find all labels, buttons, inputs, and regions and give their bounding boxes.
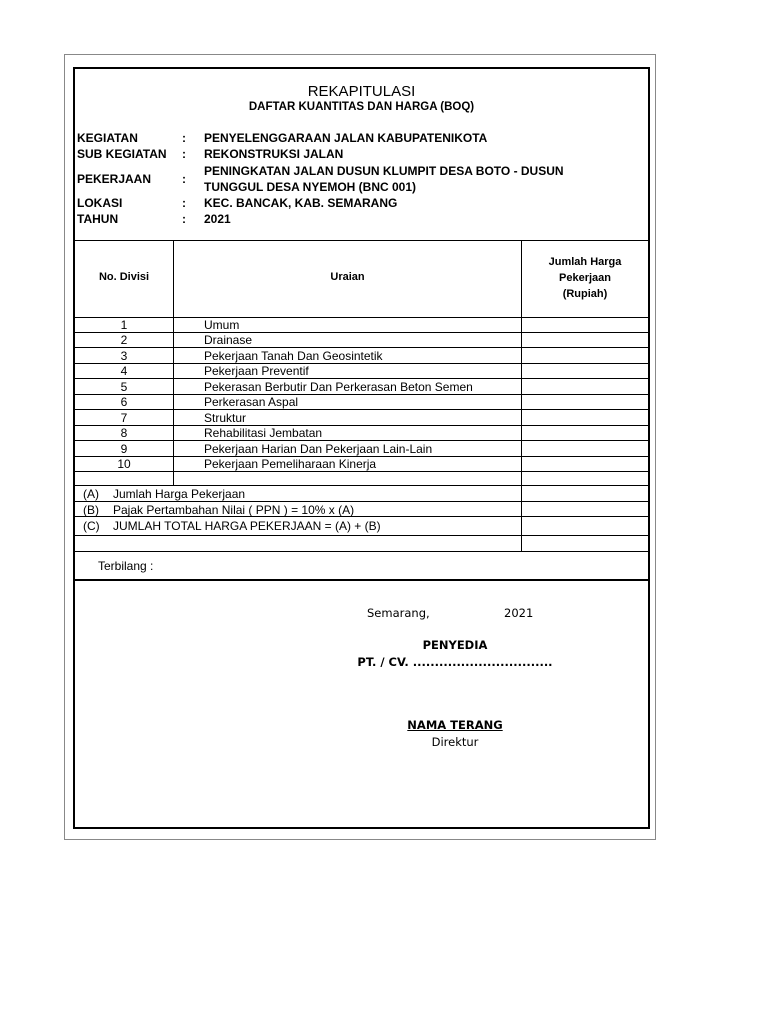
table-bottom-border bbox=[75, 551, 648, 552]
table-top-border bbox=[75, 240, 648, 241]
summary-ppn: Pajak Pertambahan Nilai ( PPN ) = 10% x (A) bbox=[113, 503, 355, 517]
row-uraian: Pekerjaan Tanah Dan Geosintetik bbox=[204, 349, 383, 363]
lokasi-label: LOKASI bbox=[77, 196, 123, 210]
summary-letter-c: (C) bbox=[83, 519, 100, 533]
lokasi-value: KEC. BANCAK, KAB. SEMARANG bbox=[204, 196, 398, 210]
header-uraian: Uraian bbox=[330, 271, 365, 283]
lokasi-colon: : bbox=[182, 196, 186, 210]
table-line bbox=[75, 501, 648, 502]
summary-total: JUMLAH TOTAL HARGA PEKERJAAN = (A) + (B) bbox=[113, 519, 381, 533]
kegiatan-value: PENYELENGGARAAN JALAN KABUPATENIKOTA bbox=[204, 131, 488, 145]
row-uraian: Pekerjaan Preventif bbox=[204, 364, 309, 378]
pekerjaan-colon: : bbox=[182, 172, 186, 186]
tahun-value: 2021 bbox=[204, 212, 231, 226]
table-line bbox=[75, 535, 648, 536]
boq-document bbox=[73, 67, 650, 829]
kegiatan-label: KEGIATAN bbox=[77, 131, 138, 145]
row-uraian: Rehabilitasi Jembatan bbox=[204, 426, 323, 440]
pekerjaan-value-line1: PENINGKATAN JALAN DUSUN KLUMPIT DESA BOTO - DUSUN bbox=[204, 164, 564, 178]
pekerjaan-value-line2: TUNGGUL DESA NYEMOH (BNC 001) bbox=[204, 180, 417, 194]
row-no: 10 bbox=[117, 457, 131, 471]
sub-kegiatan-value: REKONSTRUKSI JALAN bbox=[204, 147, 344, 161]
summary-letter-a: (A) bbox=[83, 487, 99, 501]
row-uraian: Struktur bbox=[204, 411, 247, 425]
table-line bbox=[75, 440, 648, 441]
row-no: 2 bbox=[120, 333, 128, 347]
signature-company: PT. / CV. ................................ bbox=[357, 655, 553, 669]
header-jumlah-line3: (Rupiah) bbox=[562, 288, 608, 300]
row-no: 5 bbox=[120, 380, 128, 394]
sub-kegiatan-colon: : bbox=[182, 147, 186, 161]
table-line bbox=[75, 471, 648, 472]
kegiatan-colon: : bbox=[182, 131, 186, 145]
row-uraian: Pekerasan Berbutir Dan Perkerasan Beton Semen bbox=[204, 380, 473, 394]
header-jumlah-line1: Jumlah Harga bbox=[548, 256, 622, 268]
tahun-colon: : bbox=[182, 212, 186, 226]
signature-year: 2021 bbox=[504, 606, 534, 620]
summary-letter-b: (B) bbox=[83, 503, 99, 517]
table-line bbox=[75, 409, 648, 410]
summary-jumlah-harga: Jumlah Harga Pekerjaan bbox=[113, 487, 246, 501]
row-no: 3 bbox=[120, 349, 128, 363]
row-uraian: Drainase bbox=[204, 333, 253, 347]
header-jumlah-line2: Pekerjaan bbox=[559, 272, 611, 284]
pekerjaan-label: PEKERJAAN bbox=[77, 172, 152, 186]
signature-role: PENYEDIA bbox=[422, 638, 488, 652]
row-no: 7 bbox=[120, 411, 128, 425]
table-line bbox=[75, 485, 648, 486]
row-no: 9 bbox=[120, 442, 128, 456]
row-no: 8 bbox=[120, 426, 128, 440]
column-divider-jumlah bbox=[521, 240, 522, 551]
table-line bbox=[75, 347, 648, 348]
tahun-label: TAHUN bbox=[77, 212, 119, 226]
row-uraian: Pekerjaan Pemeliharaan Kinerja bbox=[204, 457, 377, 471]
header-no-divisi: No. Divisi bbox=[98, 271, 150, 283]
row-uraian: Pekerjaan Harian Dan Pekerjaan Lain-Lain bbox=[204, 442, 433, 456]
document-title: REKAPITULASI bbox=[307, 83, 416, 100]
row-no: 6 bbox=[120, 395, 128, 409]
signature-position: Direktur bbox=[431, 735, 479, 749]
section-divider bbox=[75, 579, 648, 581]
terbilang-label: Terbilang : bbox=[98, 559, 154, 573]
row-uraian: Perkerasan Aspal bbox=[204, 395, 299, 409]
sub-kegiatan-label: SUB KEGIATAN bbox=[77, 147, 167, 161]
row-no: 4 bbox=[120, 364, 128, 378]
row-no: 1 bbox=[120, 318, 128, 332]
document-subtitle: DAFTAR KUANTITAS DAN HARGA (BOQ) bbox=[248, 101, 475, 113]
signature-name: NAMA TERANG bbox=[407, 718, 503, 732]
signature-place: Semarang, bbox=[367, 606, 430, 620]
row-uraian: Umum bbox=[204, 318, 240, 332]
table-line bbox=[75, 378, 648, 379]
